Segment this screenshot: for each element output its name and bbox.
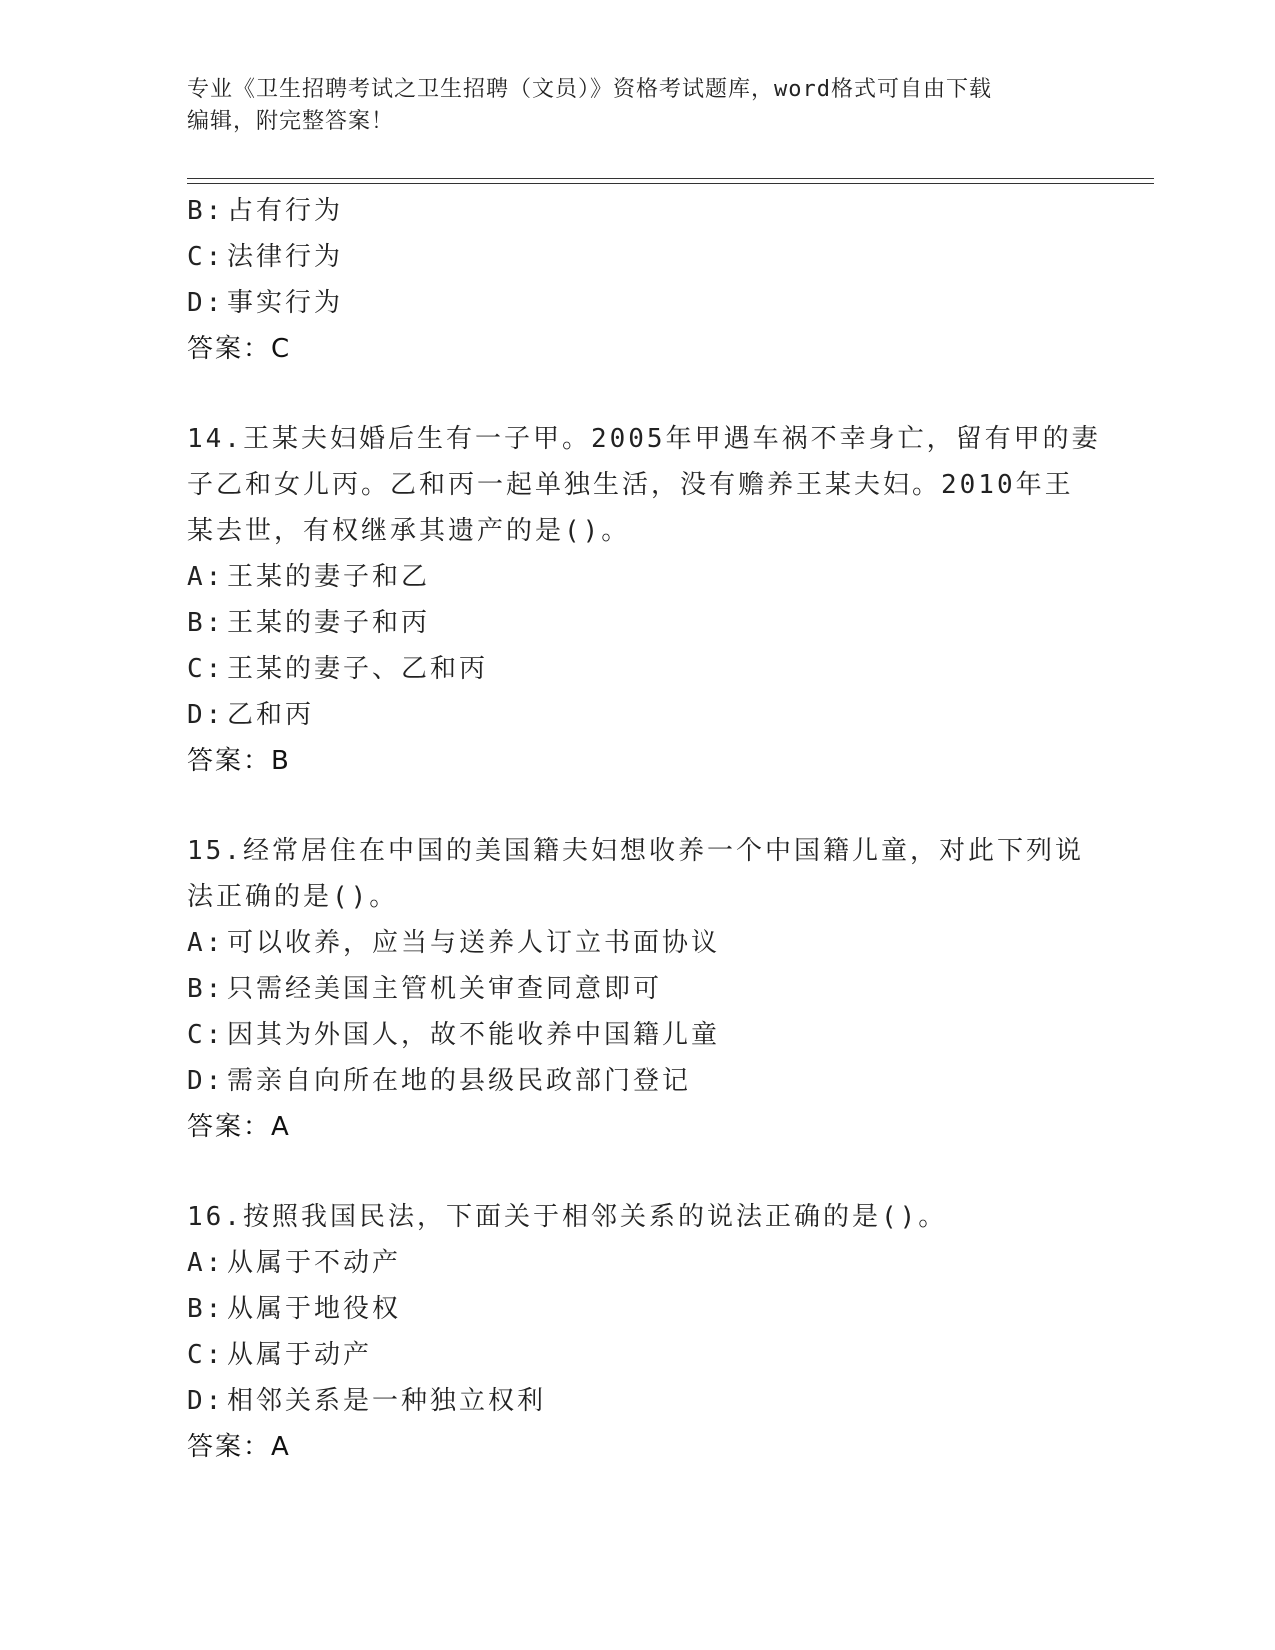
header-line-2: 编辑，附完整答案！	[187, 109, 395, 134]
option-c	[187, 234, 1087, 280]
option-c	[187, 1012, 1087, 1058]
option-b	[187, 1286, 1087, 1332]
option-d	[187, 1058, 1087, 1104]
option-b	[187, 600, 1087, 646]
question-16	[187, 1194, 1087, 1470]
option-text: 需亲自向所在地的县级民政部门登记	[227, 1066, 692, 1096]
option-text: 从属于不动产	[227, 1248, 402, 1278]
option-label: D:	[187, 1386, 225, 1416]
question-text-line: 子乙和女儿丙。乙和丙一起单独生活，没有赡养王某夫妇。2010年王	[187, 470, 1074, 500]
option-label: D:	[187, 288, 225, 318]
document-header	[187, 74, 1087, 138]
option-a	[187, 920, 1087, 966]
answer-line: 答案：A	[187, 1432, 291, 1462]
header-rule-top	[187, 178, 1154, 179]
option-text: 从属于地役权	[227, 1294, 402, 1324]
option-text: 乙和丙	[227, 700, 315, 730]
option-label: A:	[187, 562, 225, 592]
option-d	[187, 280, 1087, 326]
option-label: C:	[187, 1340, 225, 1370]
answer-line: 答案：A	[187, 1112, 291, 1142]
option-b	[187, 966, 1087, 1012]
option-text: 相邻关系是一种独立权利	[227, 1386, 547, 1416]
answer-line: 答案：B	[187, 746, 291, 776]
question-14	[187, 416, 1101, 784]
option-text: 占有行为	[227, 196, 344, 226]
question-13-tail	[187, 188, 1087, 372]
option-text: 可以收养，应当与送养人订立书面协议	[227, 928, 721, 958]
header-line-1: 专业《卫生招聘考试之卫生招聘（文员）》资格考试题库，word格式可自由下载	[187, 77, 992, 102]
option-label: A:	[187, 1248, 225, 1278]
option-text: 王某的妻子和丙	[227, 608, 431, 638]
option-a	[187, 554, 1087, 600]
answer-line: 答案：C	[187, 334, 292, 364]
question-text-line: 15.经常居住在中国的美国籍夫妇想收养一个中国籍儿童，对此下列说	[187, 836, 1084, 866]
question-list	[187, 188, 1101, 1470]
question-text-line: 法正确的是()。	[187, 882, 399, 912]
option-label: C:	[187, 242, 225, 272]
option-text: 法律行为	[227, 242, 344, 272]
option-c	[187, 1332, 1087, 1378]
header-rule-bottom	[187, 183, 1154, 184]
option-c	[187, 646, 1087, 692]
question-text-line: 16.按照我国民法，下面关于相邻关系的说法正确的是()。	[187, 1202, 948, 1232]
option-label: B:	[187, 974, 225, 1004]
option-label: A:	[187, 928, 225, 958]
option-text: 从属于动产	[227, 1340, 373, 1370]
option-text: 事实行为	[227, 288, 344, 318]
option-text: 只需经美国主管机关审查同意即可	[227, 974, 663, 1004]
option-label: D:	[187, 1066, 225, 1096]
option-label: B:	[187, 196, 225, 226]
option-label: C:	[187, 654, 225, 684]
option-label: D:	[187, 700, 225, 730]
option-label: B:	[187, 608, 225, 638]
question-text-line: 某去世，有权继承其遗产的是()。	[187, 516, 631, 546]
question-15	[187, 828, 1087, 1150]
option-text: 因其为外国人，故不能收养中国籍儿童	[227, 1020, 721, 1050]
option-label: B:	[187, 1294, 225, 1324]
option-label: C:	[187, 1020, 225, 1050]
option-a	[187, 1240, 1087, 1286]
option-b	[187, 188, 1087, 234]
option-text: 王某的妻子和乙	[227, 562, 431, 592]
option-d	[187, 692, 1087, 738]
question-text-line: 14.王某夫妇婚后生有一子甲。2005年甲遇车祸不幸身亡，留有甲的妻	[187, 424, 1101, 454]
option-d	[187, 1378, 1087, 1424]
option-text: 王某的妻子、乙和丙	[227, 654, 489, 684]
